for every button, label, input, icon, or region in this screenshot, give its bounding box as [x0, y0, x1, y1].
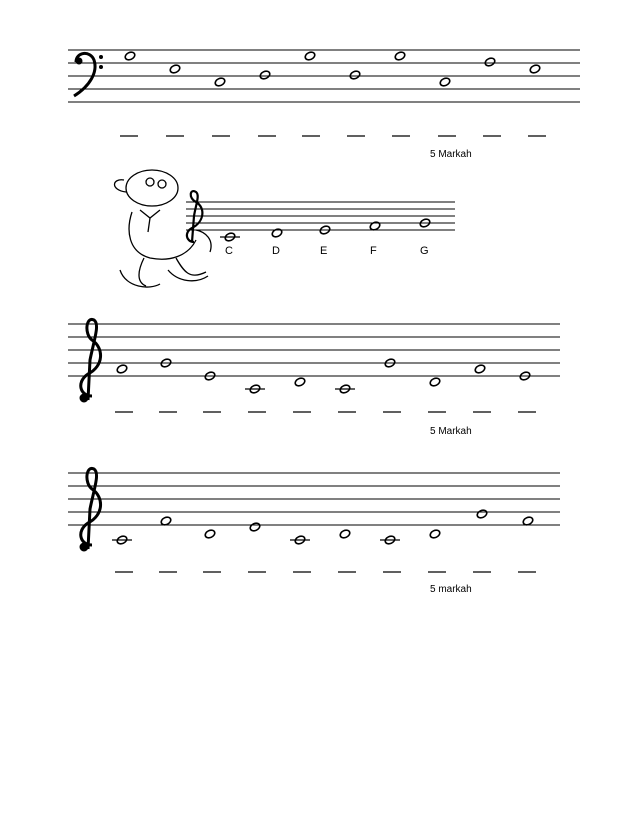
- treble-clef-icon: [81, 319, 101, 401]
- note: [249, 522, 261, 533]
- note: [529, 64, 541, 75]
- bass-clef-icon: [74, 53, 103, 96]
- staff-lines: [68, 473, 560, 525]
- note: [214, 77, 226, 88]
- note: [271, 228, 283, 239]
- note: [394, 51, 406, 62]
- illustration-staff-lines: [186, 202, 455, 230]
- note-label: D: [272, 245, 280, 257]
- treble-staff-exercise-2: [0, 455, 638, 585]
- note: [124, 51, 136, 62]
- note: [204, 529, 216, 540]
- marks-label-2: 5 Markah: [430, 426, 472, 437]
- note-label: F: [370, 245, 377, 257]
- marks-label-1: 5 Markah: [430, 149, 472, 160]
- note: [429, 529, 441, 540]
- treble-staff-exercise-1: [0, 300, 638, 430]
- note: [429, 377, 441, 388]
- note: [484, 57, 496, 68]
- staff-lines: [68, 324, 560, 376]
- note: [474, 364, 486, 375]
- note-labels: [225, 245, 429, 257]
- note: [259, 70, 271, 81]
- note: [339, 529, 351, 540]
- note-label: E: [320, 245, 328, 257]
- bass-staff-notes: [124, 51, 541, 88]
- note-label: C: [225, 245, 233, 257]
- treble-notes-2: [112, 509, 534, 546]
- bass-staff-exercise: [0, 40, 638, 150]
- note-name-illustration: [0, 160, 638, 300]
- note: [294, 377, 306, 388]
- note: [439, 77, 451, 88]
- note: [349, 70, 361, 81]
- note: [169, 64, 181, 75]
- note-label: G: [420, 245, 429, 257]
- marks-label-3: 5 markah: [430, 584, 472, 595]
- note: [476, 509, 488, 520]
- treble-clef-icon: [81, 468, 101, 550]
- duck-illustration: [115, 170, 212, 287]
- note: [304, 51, 316, 62]
- staff-lines: [68, 50, 580, 102]
- note: [116, 364, 128, 375]
